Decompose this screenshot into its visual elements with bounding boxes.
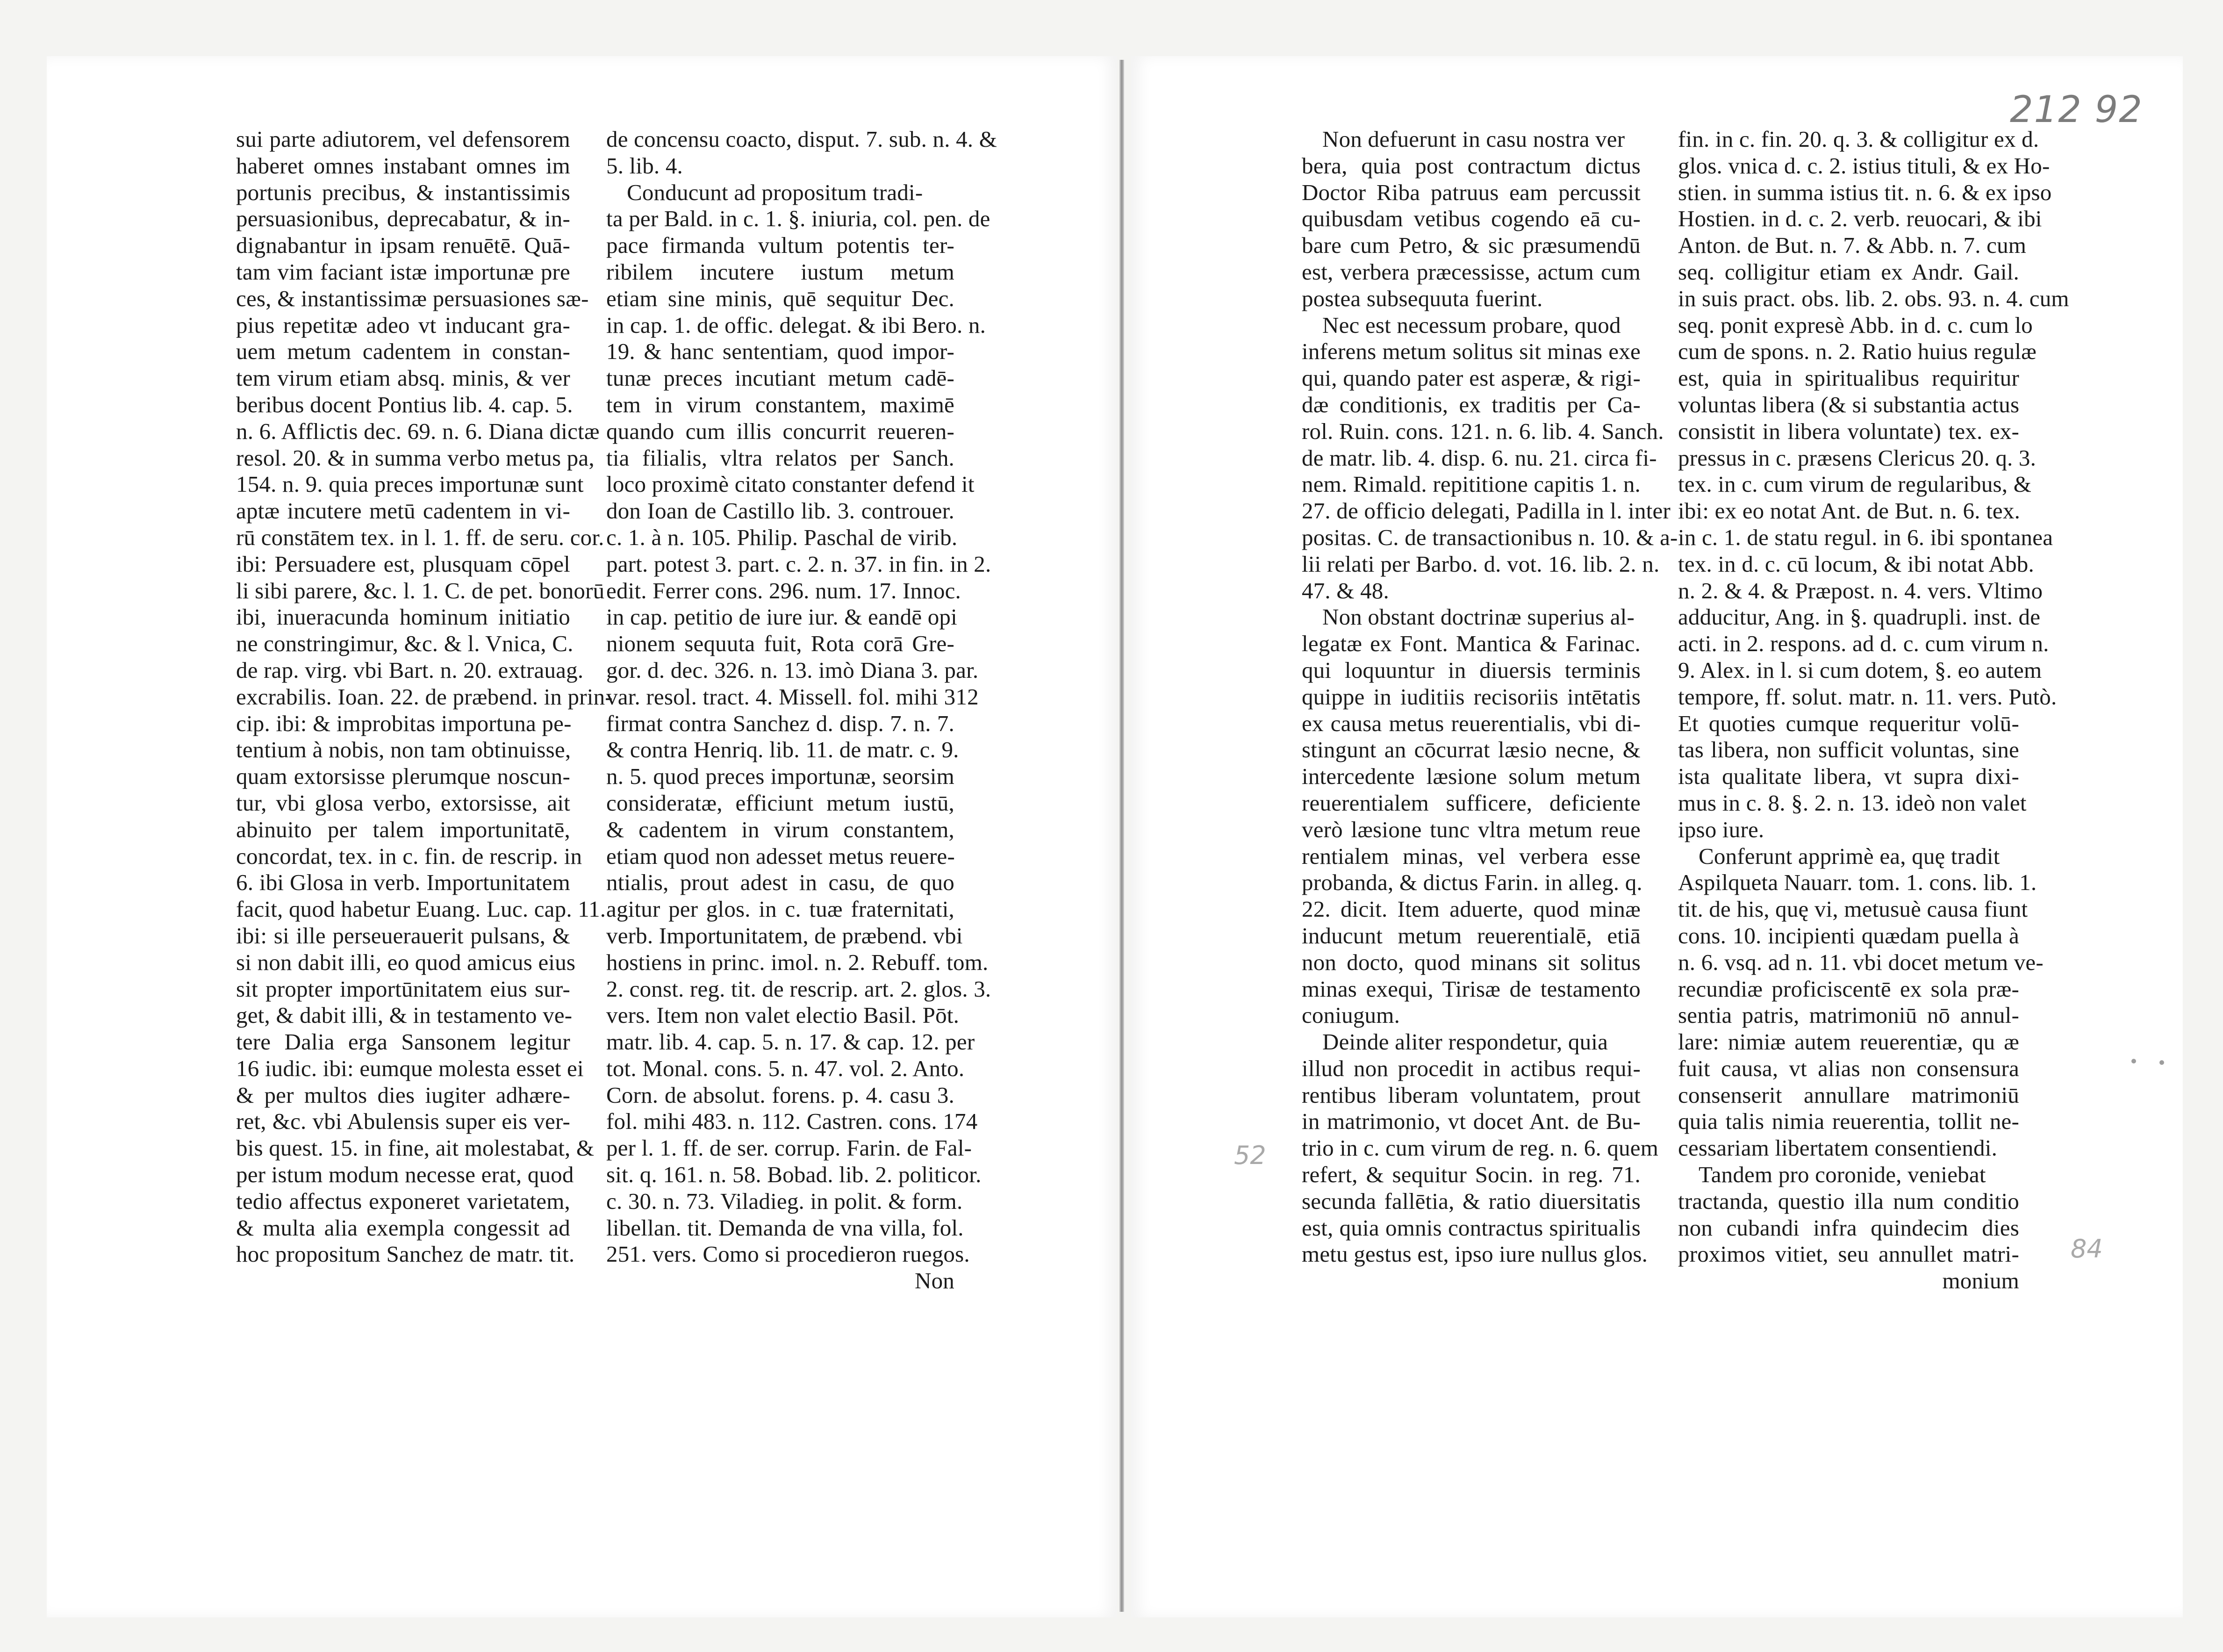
text-line: per istum modum necesse erat, quod	[236, 1162, 574, 1188]
text-line: ntialis, prout adest in casu, de quo	[606, 869, 954, 896]
text-line: ret, &c. vbi Abulensis super eis ver-	[236, 1108, 570, 1135]
text-line: gor. d. dec. 326. n. 13. imò Diana 3. par.	[606, 657, 979, 683]
text-line: hoc propositum Sanchez de matr. tit.	[236, 1241, 575, 1267]
text-line: sui parte adiutorem, vel defensorem	[236, 126, 570, 152]
text-line: n. 6. vsq. ad n. 11. vbi docet metum ve-	[1678, 949, 2044, 975]
text-line: abinuito per talem importunitatē,	[236, 816, 570, 842]
text-line: quippe in iuditiis recisoriis intētatis	[1302, 683, 1641, 710]
text-line: coniugum.	[1302, 1002, 1400, 1028]
text-line: monium	[1942, 1268, 2019, 1294]
text-line: n. 2. & 4. & Præpost. n. 4. vers. Vltimo	[1678, 577, 2043, 603]
text-line: cons. 10. incipienti quædam puella à	[1678, 922, 2019, 948]
text-line: ex causa metus reuerentialis, vbi di-	[1302, 710, 1641, 736]
text-line: fuit causa, vt alias non consensura	[1678, 1055, 2019, 1081]
text-line: probanda, & dictus Farin. in alleg. q.	[1302, 869, 1642, 896]
text-line: 9. Alex. in l. si cum dotem, §. eo autem	[1678, 657, 2042, 683]
text-line: in suis pract. obs. lib. 2. obs. 93. n. 4. cum	[1678, 285, 2069, 311]
text-line: tas libera, non sufficit voluntas, sine	[1678, 737, 2019, 763]
text-line: etiam sine minis, quē sequitur Dec.	[606, 285, 954, 311]
text-line: persuasionibus, deprecabatur, & in-	[236, 206, 570, 232]
text-line: Non obstant doctrinæ superius al-	[1322, 604, 1635, 630]
text-line: var. resol. tract. 4. Missell. fol. mihi 312	[606, 683, 979, 710]
text-line: 27. de officio delegati, Padilla in l. inter	[1302, 498, 1671, 524]
margin-note-left: 52	[1234, 1141, 1266, 1170]
text-line: in cap. petitio de iure iur. & eandē opi	[606, 604, 957, 630]
right-page-column-2	[1678, 126, 2069, 1426]
text-line: 16 iudic. ibi: eumque molesta esset ei	[236, 1055, 584, 1081]
text-line: vers. Item non valet electio Basil. Pōt.	[606, 1002, 960, 1028]
text-line: tex. in c. cum virum de regularibus, &	[1678, 471, 2032, 497]
text-line: mus in c. 8. §. 2. n. 13. ideò non valet	[1678, 790, 2027, 816]
text-line: sit propter importūnitatem eius sur-	[236, 976, 570, 1002]
text-line: positas. C. de transactionibus n. 10. & a-	[1302, 524, 1678, 550]
text-line: ces, & instantissimæ persuasiones sæ-	[236, 285, 589, 311]
text-line: tam vim faciant istæ importunæ pre	[236, 259, 570, 285]
text-line: Anton. de But. n. 7. & Abb. n. 7. cum	[1678, 232, 2027, 259]
text-line: n. 5. quod preces importunæ, seorsim	[606, 763, 954, 790]
text-line: Conferunt apprimè ea, quę tradit	[1699, 843, 2000, 869]
text-line: 154. n. 9. quia preces importunæ sunt	[236, 471, 584, 497]
text-line: Conducunt ad propositum tradi-	[627, 179, 923, 205]
text-line: stingunt an cōcurrat læsio necne, &	[1302, 737, 1641, 763]
text-line: verò læsione tunc vltra metum reue	[1302, 816, 1641, 842]
text-line: ne constringimur, &c. & l. Vnica, C.	[236, 631, 574, 657]
text-line: intercedente læsione solum metum	[1302, 763, 1641, 790]
text-line: refert, & sequitur Socin. in reg. 71.	[1302, 1162, 1641, 1188]
text-line: consideratæ, efficiunt metum iustū,	[606, 790, 954, 816]
text-line: tur, vbi glosa verbo, extorsisse, ait	[236, 790, 570, 816]
text-line: Tandem pro coronide, veniebat	[1699, 1162, 1986, 1188]
text-line: resol. 20. & in summa verbo metus pa,	[236, 445, 595, 471]
text-line: & multa alia exempla congessit ad	[236, 1214, 570, 1241]
text-line: quia talis nimia reuerentia, tollit ne-	[1678, 1108, 2019, 1135]
text-line: reuerentialem sufficere, deficiente	[1302, 790, 1641, 816]
text-line: matr. lib. 4. cap. 5. n. 17. & cap. 12. per	[606, 1029, 975, 1055]
text-line: portunis precibus, & instantissimis	[236, 179, 570, 205]
text-line: Non	[915, 1268, 954, 1294]
text-line: 19. & hanc sententiam, quod impor-	[606, 338, 954, 365]
text-line: metu gestus est, ipso iure nullus glos.	[1302, 1241, 1648, 1267]
text-line: in matrimonio, vt docet Ant. de Bu-	[1302, 1108, 1641, 1135]
text-line: dignabantur in ipsam renuētē. Quā-	[236, 232, 570, 259]
text-line: tex. in d. c. cū locum, & ibi notat Abb.	[1678, 551, 2034, 577]
text-line: beribus docent Pontius lib. 4. cap. 5.	[236, 391, 573, 417]
text-line: & per multos dies iugiter adhære-	[236, 1082, 570, 1108]
text-line: ipso iure.	[1678, 816, 1764, 842]
text-line: tit. de his, quę vi, metusuè causa fiunt	[1678, 896, 2028, 922]
text-line: bis quest. 15. in fine, ait molestabat, &	[236, 1135, 595, 1161]
text-line: fin. in c. fin. 20. q. 3. & colligitur ex d.	[1678, 126, 2039, 152]
text-line: si non dabit illi, eo quod amicus eius	[236, 949, 576, 975]
text-line: Doctor Riba patruus eam percussit	[1302, 179, 1641, 205]
text-line: loco proximè citato constanter defend it	[606, 471, 975, 497]
text-line: rentialem minas, vel verbera esse	[1302, 843, 1641, 869]
text-line: c. 30. n. 73. Viladieg. in polit. & form.	[606, 1188, 963, 1214]
text-line: pace firmanda vultum potentis ter-	[606, 232, 954, 259]
text-line: ta per Bald. in c. 1. §. iniuria, col. pen. de	[606, 206, 990, 232]
text-line: est, quia omnis contractus spiritualis	[1302, 1214, 1641, 1241]
right-page-column-1	[1302, 126, 1678, 1426]
text-line: postea subsequuta fuerint.	[1302, 285, 1543, 311]
text-line: 5. lib. 4.	[606, 152, 683, 179]
text-line: part. potest 3. part. c. 2. n. 37. in fin. in 2.	[606, 551, 991, 577]
text-line: li sibi parere, &c. l. 1. C. de pet. bonorū	[236, 577, 605, 603]
text-line: tempore, ff. solut. matr. n. 11. vers. Putò.	[1678, 683, 2057, 710]
text-line: Deinde aliter respondetur, quia	[1322, 1029, 1608, 1055]
text-line: lii relati per Barbo. d. vot. 16. lib. 2. n.	[1302, 551, 1660, 577]
text-line: 2. const. reg. tit. de rescrip. art. 2. glos. 3.	[606, 976, 991, 1002]
text-line: proximos vitiet, seu annullet matri-	[1678, 1241, 2019, 1267]
text-line: quibusdam vetibus cogendo eā cu-	[1302, 206, 1641, 232]
text-line: rū constātem tex. in l. 1. ff. de seru. cor.	[236, 524, 604, 550]
text-line: cip. ibi: & improbitas importuna pe-	[236, 710, 572, 736]
text-line: secunda fallētia, & ratio diuersitatis	[1302, 1188, 1641, 1214]
text-line: tractanda, questio illa num conditio	[1678, 1188, 2019, 1214]
text-line: Aspilqueta Nauarr. tom. 1. cons. lib. 1.	[1678, 869, 2037, 896]
text-line: bare cum Petro, & sic præsumendū	[1302, 232, 1641, 259]
text-line: in cap. 1. de offic. delegat. & ibi Bero. n.	[606, 312, 986, 338]
text-line: Non defuerunt in casu nostra ver	[1322, 126, 1625, 152]
text-line: tunæ preces incutiant metum cadē-	[606, 365, 954, 391]
book-gutter	[1119, 60, 1124, 1612]
text-line: ibi, inueracunda hominum initiatio	[236, 604, 570, 630]
text-line: edit. Ferrer cons. 296. num. 17. Innoc.	[606, 577, 961, 603]
text-line: lare: nimiæ autem reuerentiæ, qu æ	[1678, 1029, 2019, 1055]
text-line: de rap. virg. vbi Bart. n. 20. extrauag.	[236, 657, 584, 683]
text-line: n. 6. Afflictis dec. 69. n. 6. Diana dictæ	[236, 418, 600, 444]
text-line: cessariam libertatem consentiendi.	[1678, 1135, 1998, 1161]
text-line: firmat contra Sanchez d. disp. 7. n. 7.	[606, 710, 954, 736]
text-line: minas exequi, Tirisæ de testamento	[1302, 976, 1641, 1002]
text-line: non cubandi infra quindecim dies	[1678, 1214, 2019, 1241]
left-page-column-2	[606, 126, 997, 1426]
text-line: Corn. de absolut. forens. p. 4. casu 3.	[606, 1082, 954, 1108]
text-line: cum de spons. n. 2. Ratio huius regulæ	[1678, 338, 2037, 365]
text-line: don Ioan de Castillo lib. 3. controuer.	[606, 498, 954, 524]
text-line: & contra Henriq. lib. 11. de matr. c. 9.	[606, 737, 959, 763]
text-line: 47. & 48.	[1302, 577, 1389, 603]
text-line: tedio affectus exponeret varietatem,	[236, 1188, 570, 1214]
text-line: rol. Ruin. cons. 121. n. 6. lib. 4. Sanch.	[1302, 418, 1664, 444]
text-line: seq. colligitur etiam ex Andr. Gail.	[1678, 259, 2019, 285]
text-line: pressus in c. præsens Clericus 20. q. 3.	[1678, 445, 2037, 471]
text-line: tem in virum constantem, maximē	[606, 391, 954, 417]
text-line: nionem sequuta fuit, Rota corā Gre-	[606, 631, 954, 657]
text-line: aptæ incutere metū cadentem in vi-	[236, 498, 570, 524]
text-line: de matr. lib. 4. disp. 6. nu. 21. circa fi-	[1302, 445, 1657, 471]
text-line: dæ conditionis, ex traditis per Ca-	[1302, 391, 1641, 417]
text-line: nem. Rimald. repititione capitis 1. n.	[1302, 471, 1641, 497]
text-line: tere Dalia erga Sansonem legitur	[236, 1029, 570, 1055]
text-line: consistit in libera voluntate) tex. ex-	[1678, 418, 2019, 444]
text-line: bera, quia post contractum dictus	[1302, 152, 1641, 179]
text-line: recundiæ proficiscentē ex sola præ-	[1678, 976, 2019, 1002]
paper-speck	[2131, 1059, 2136, 1063]
text-line: illud non procedit in actibus requi-	[1302, 1055, 1641, 1081]
text-line: haberet omnes instabant omnes im	[236, 152, 570, 179]
text-line: ibi: Persuadere est, plusquam cōpel	[236, 551, 570, 577]
text-line: excrabilis. Ioan. 22. de præbend. in prin-	[236, 683, 613, 710]
text-line: ribilem incutere iustum metum	[606, 259, 954, 285]
text-line: libellan. tit. Demanda de vna villa, fol.	[606, 1214, 964, 1241]
text-line: est, quia in spiritualibus requiritur	[1678, 365, 2019, 391]
text-line: Et quoties cumque requeritur volū-	[1678, 710, 2019, 736]
text-line: per l. 1. ff. de ser. corrup. Farin. de Fal-	[606, 1135, 972, 1161]
folio-number: 212 92	[2010, 89, 2143, 131]
text-line: 6. ibi Glosa in verb. Importunitatem	[236, 869, 570, 896]
text-line: sit. q. 161. n. 58. Bobad. lib. 2. politicor.	[606, 1162, 982, 1188]
text-line: acti. in 2. respons. ad d. c. cum virum n.	[1678, 631, 2049, 657]
text-line: consenserit annullare matrimoniū	[1678, 1082, 2019, 1108]
text-line: voluntas libera (& si substantia actus	[1678, 391, 2020, 417]
text-line: seq. ponit expresè Abb. in d. c. cum lo	[1678, 312, 2033, 338]
left-page-column-1	[236, 126, 613, 1426]
text-line: legatæ ex Font. Mantica & Farinac.	[1302, 631, 1641, 657]
text-line: de concensu coacto, disput. 7. sub. n. 4. &	[606, 126, 997, 152]
text-line: etiam quod non adesset metus reuere-	[606, 843, 955, 869]
text-line: stien. in summa istius tit. n. 6. & ex ipso	[1678, 179, 2052, 205]
text-line: inducunt metum reuerentialē, etiā	[1302, 922, 1641, 948]
text-line: pius repetitæ adeo vt inducant gra-	[236, 312, 570, 338]
text-line: tia filialis, vltra relatos per Sanch.	[606, 445, 954, 471]
text-line: hostiens in princ. imol. n. 2. Rebuff. tom.	[606, 949, 989, 975]
text-line: 22. dicit. Item aduerte, quod minæ	[1302, 896, 1641, 922]
text-line: ibi: ex eo notat Ant. de But. n. 6. tex.	[1678, 498, 2021, 524]
text-line: agitur per glos. in c. tuæ fraternitati,	[606, 896, 954, 922]
text-line: verb. Importunitatem, de præbend. vbi	[606, 922, 963, 948]
text-line: non docto, quod minans sit solitus	[1302, 949, 1641, 975]
text-line: quam extorsisse plerumque noscun-	[236, 763, 570, 790]
text-line: tentium à nobis, non tam obtinuisse,	[236, 737, 571, 763]
text-line: qui loquuntur in diuersis terminis	[1302, 657, 1641, 683]
paper-speck	[2159, 1060, 2164, 1065]
text-line: rentibus liberam voluntatem, prout	[1302, 1082, 1641, 1108]
text-line: get, & dabit illi, & in testamento ve-	[236, 1002, 573, 1028]
text-line: tot. Monal. cons. 5. n. 47. vol. 2. Anto.	[606, 1055, 965, 1081]
text-line: glos. vnica d. c. 2. istius tituli, & ex Ho-	[1678, 152, 2050, 179]
text-line: qui, quando pater est asperæ, & rigi-	[1302, 365, 1641, 391]
text-line: tem virum etiam absq. minis, & ver	[236, 365, 570, 391]
text-line: facit, quod habetur Euang. Luc. cap. 11.	[236, 896, 606, 922]
text-line: 251. vers. Como si procedieron ruegos.	[606, 1241, 970, 1267]
text-line: ibi: si ille perseuerauerit pulsans, &	[236, 922, 570, 948]
text-line: adducitur, Ang. in §. quadrupli. inst. de	[1678, 604, 2041, 630]
text-line: fol. mihi 483. n. 112. Castren. cons. 174	[606, 1108, 978, 1135]
text-line: quando cum illis concurrit reueren-	[606, 418, 954, 444]
text-line: Nec est necessum probare, quod	[1322, 312, 1621, 338]
text-line: in c. 1. de statu regul. in 6. ibi spontanea	[1678, 524, 2053, 550]
text-line: ista qualitate libera, vt supra dixi-	[1678, 763, 2019, 790]
text-line: inferens metum solitus sit minas exe	[1302, 338, 1641, 365]
margin-note-right: 84	[2071, 1234, 2103, 1264]
text-line: Hostien. in d. c. 2. verb. reuocari, & ibi	[1678, 206, 2042, 232]
text-line: sentia patris, matrimoniū nō annul-	[1678, 1002, 2019, 1028]
text-line: concordat, tex. in c. fin. de rescrip. in	[236, 843, 582, 869]
text-line: c. 1. à n. 105. Philip. Paschal de virib.	[606, 524, 958, 550]
text-line: est, verbera præcessisse, actum cum	[1302, 259, 1641, 285]
text-line: uem metum cadentem in constan-	[236, 338, 570, 365]
text-line: trio in c. cum virum de reg. n. 6. quem	[1302, 1135, 1659, 1161]
text-line: & cadentem in virum constantem,	[606, 816, 954, 842]
